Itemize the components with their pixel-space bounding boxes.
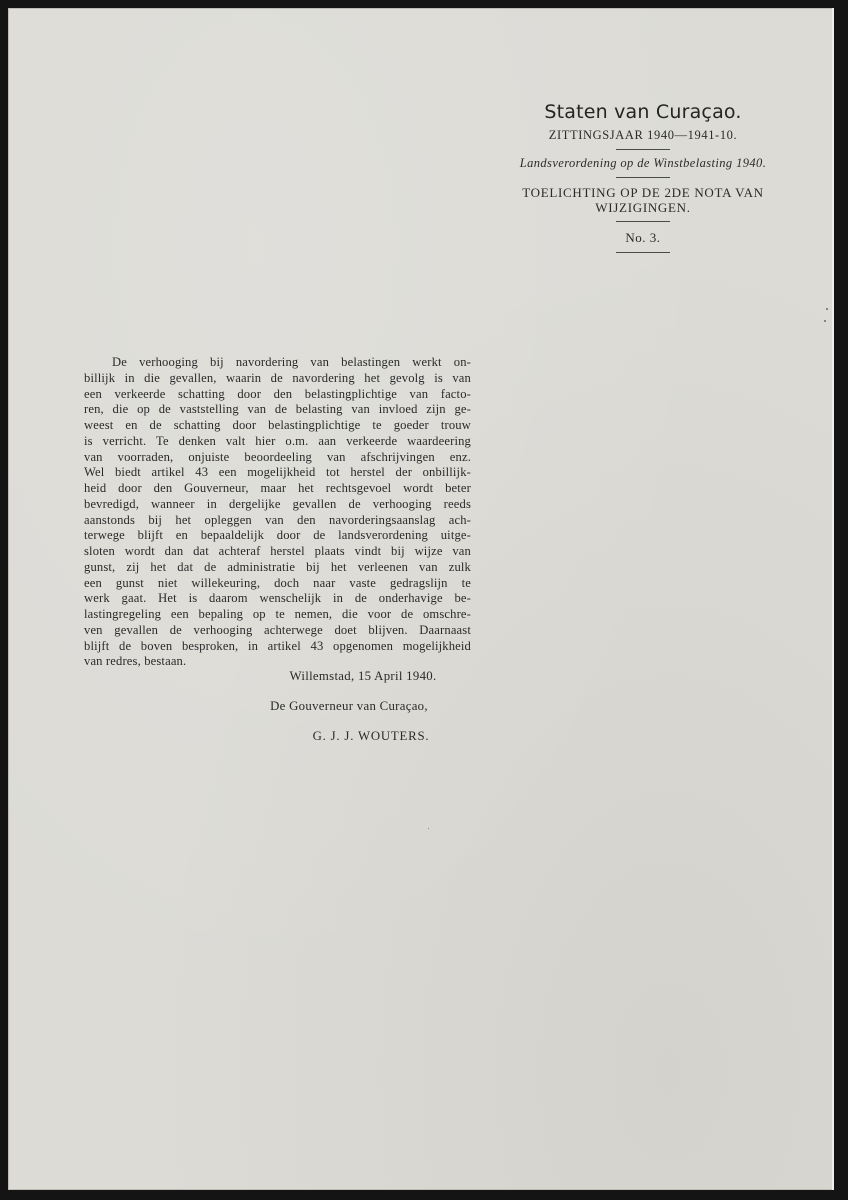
signatory-office: De Gouverneur van Curaçao,: [270, 699, 428, 713]
header-divider: [616, 221, 670, 222]
session-line: ZITTINGSJAAR 1940—1941-10.: [548, 128, 738, 142]
header-divider: [616, 177, 670, 178]
body-line: aanstonds bij het opleggen van den navorderingsaanslag ach-: [84, 512, 471, 527]
body-line: De verhooging bij navordering van belastingen werkt on-: [112, 355, 471, 369]
body-paragraph: [84, 355, 471, 670]
body-line: ven gevallen de verhooging achterwege doet blijven. Daarnaast: [84, 622, 471, 637]
body-line: blijft de boven besproken, in artikel 43 opgenomen mogelijkheid: [84, 638, 471, 653]
body-line: Wel biedt artikel 43 een mogelijkheid tot herstel der onbillijk-: [84, 465, 471, 480]
paper-speck: [826, 308, 828, 310]
ordinance-title: Landsverordening op de Winstbelasting 1940.: [519, 156, 767, 170]
document-heading-line: TOELICHTING OP DE 2DE NOTA VAN: [522, 185, 764, 200]
body-line: bevredigd, wanneer in dergelijke gevallen de verhooging reeds: [84, 496, 471, 511]
document-heading: [494, 185, 792, 215]
body-line: werk gaat. Het is daarom wenschelijk in de onderhavige be-: [84, 591, 471, 606]
org-title: Staten van Curaçao.: [544, 101, 742, 123]
body-line: heid door den Gouverneur, maar het rechtsgevoel wordt beter: [84, 481, 471, 495]
document-heading-line: WIJZIGINGEN.: [595, 200, 691, 215]
body-line: is verricht. Te denken valt hier o.m. aan verkeerde waardeering: [84, 433, 471, 448]
paper-speck: [428, 828, 429, 829]
body-line: van redres, bestaan.: [84, 654, 187, 669]
place-date: Willemstad, 15 April 1940.: [289, 669, 437, 683]
document-page: [8, 8, 834, 1190]
header-divider: [616, 252, 670, 253]
body-line: terwege blijft en bepaaldelijk door de landsverordening uitge-: [84, 528, 471, 543]
body-line: billijk in die gevallen, waarin de navordering het gevolg is van: [84, 370, 471, 385]
document-number: No. 3.: [625, 230, 661, 245]
body-line: een gunst niet willekeuring, doch naar vaste gedragslijn te: [84, 575, 471, 590]
header-divider: [616, 149, 670, 150]
signatory-name: G. J. J. WOUTERS.: [312, 729, 430, 743]
body-line: ren, die op de vaststelling van de belasting van invloed zijn ge-: [84, 402, 471, 417]
paper-speck: [824, 320, 826, 322]
body-line: een verkeerde schatting door den belastingplichtige van facto-: [84, 386, 471, 401]
body-line: weest en de schatting door belastingplichtige te goeder trouw: [84, 418, 471, 432]
document-header: [494, 100, 792, 253]
body-line: sloten wordt dan dat achteraf herstel plaats vindt bij wijze van: [84, 544, 471, 558]
body-line: gunst, zij het dat de administratie bij het verleenen van zulk: [84, 559, 471, 574]
page-edge: [832, 8, 834, 1190]
body-line: lastingregeling een bepaling op te nemen, die voor de omschre-: [84, 607, 471, 621]
body-line: van voorraden, onjuiste beoordeeling van afschrijvingen enz.: [84, 449, 471, 464]
